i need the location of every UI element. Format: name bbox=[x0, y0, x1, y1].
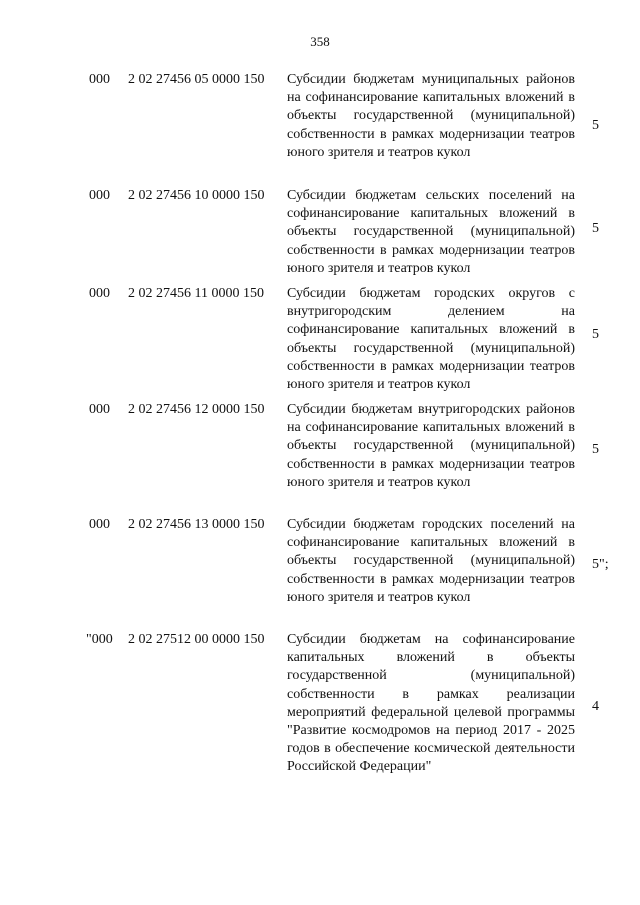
budget-classification-code: 2 02 27456 12 0000 150 bbox=[128, 402, 265, 417]
income-description: Субсидии бюджетам сельских поселений на софинансирование капитальных вложений в объекты государственной (муниципальной) собственности в рамках модернизации театров юного зрителя и театров кукол bbox=[287, 188, 575, 276]
standard-value: 5 bbox=[592, 221, 599, 236]
budget-classification-code: 2 02 27456 10 0000 150 bbox=[128, 188, 265, 203]
standard-value: 5 bbox=[592, 118, 599, 133]
budget-classification-code: 2 02 27456 13 0000 150 bbox=[128, 517, 265, 532]
standard-value: 4 bbox=[592, 699, 599, 714]
income-description: Субсидии бюджетам на софинансирование капитальных вложений в объекты государственной (муниципальной) собственности в рамках реализации мероприятий федеральной целевой программы "Развитие космодромов на период 2017 - 2025 годов в обеспечение космической деятельности Российской Федерации" bbox=[287, 632, 575, 775]
admin-code: 000 bbox=[89, 517, 110, 532]
admin-code: 000 bbox=[89, 72, 110, 87]
admin-code: 000 bbox=[89, 402, 110, 417]
standard-value: 5 bbox=[592, 442, 599, 457]
income-description: Субсидии бюджетам внутригородских районов на софинансирование капитальных вложений в объекты государственной (муниципальной) собственности в рамках модернизации театров юного зрителя и театров кукол bbox=[287, 402, 575, 490]
admin-code: "000 bbox=[86, 632, 113, 647]
income-description: Субсидии бюджетам городских поселений на софинансирование капитальных вложений в объекты государственной (муниципальной) собственности в рамках модернизации театров юного зрителя и театров кукол bbox=[287, 517, 575, 605]
standard-value: 5"; bbox=[592, 557, 609, 572]
income-description: Субсидии бюджетам муниципальных районов на софинансирование капитальных вложений в объекты государственной (муниципальной) собственности в рамках модернизации театров юного зрителя и театров кукол bbox=[287, 72, 575, 160]
admin-code: 000 bbox=[89, 286, 110, 301]
budget-classification-code: 2 02 27456 05 0000 150 bbox=[128, 72, 265, 87]
standard-value: 5 bbox=[592, 327, 599, 342]
income-description: Субсидии бюджетам городских округов с внутригородским делением на софинансирование капитальных вложений в объекты государственной (муниципальной) собственности в рамках модернизации театров юного зрителя и театров кукол bbox=[287, 286, 575, 393]
page-number: 358 bbox=[310, 34, 330, 49]
budget-classification-code: 2 02 27456 11 0000 150 bbox=[128, 286, 264, 301]
budget-classification-code: 2 02 27512 00 0000 150 bbox=[128, 632, 265, 647]
admin-code: 000 bbox=[89, 188, 110, 203]
